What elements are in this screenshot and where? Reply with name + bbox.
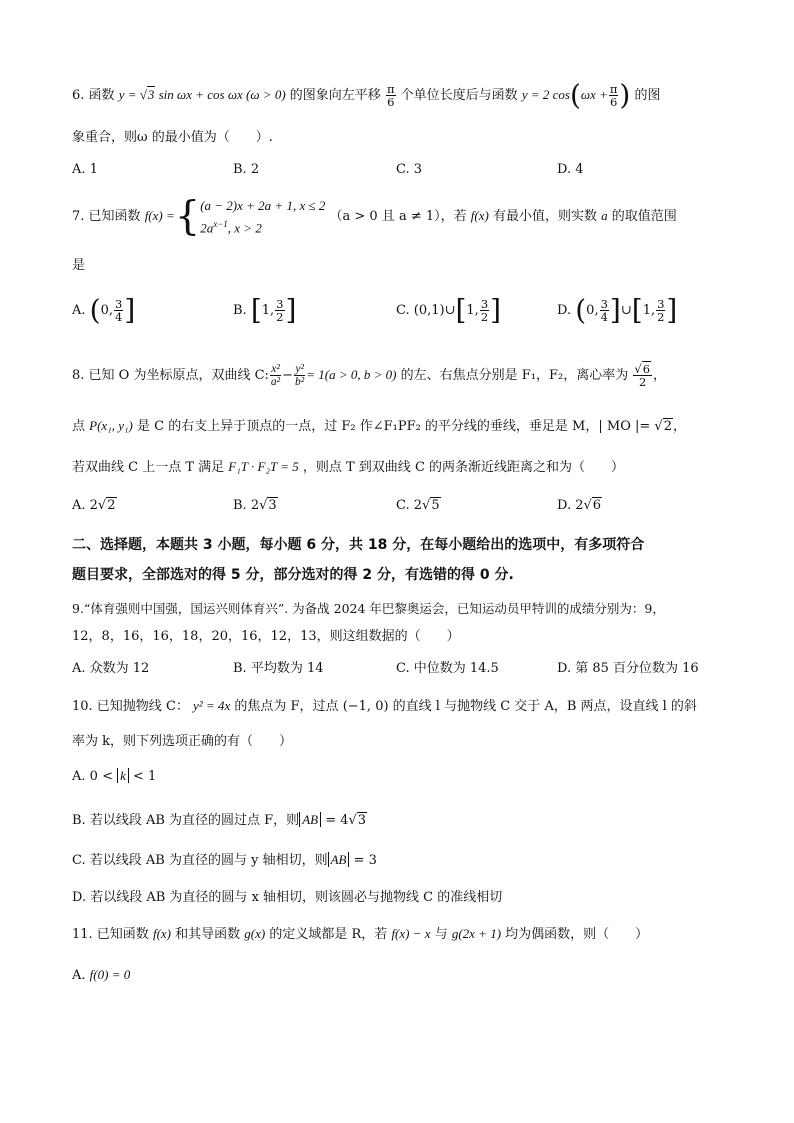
q7-fx: f(x) =: [144, 208, 175, 224]
q6-option-b: B. 2: [233, 162, 260, 177]
q11-text-b: 和其导函数: [175, 927, 241, 942]
q11-option-a: A. f(0) = 0: [72, 967, 131, 983]
q10-option-c: C. 若以线段 AB 为直径的圆与 y 轴相切，则 AB = 3: [72, 852, 377, 868]
q6-option-d: D. 4: [557, 162, 584, 177]
q10-option-d: D. 若以线段 AB 为直径的圆与 x 轴相切，则该圆必与抛物线 C 的准线相切: [72, 890, 503, 905]
q8-option-a: A. 2√2: [72, 498, 116, 513]
q10-option-b: B. 若以线段 AB 为直径的圆过点 F，则 AB = 4√3: [72, 812, 367, 828]
q9-option-d: D. 第 85 百分位数为 16: [557, 661, 699, 676]
q6-line2: 象重合，则ω 的最小值为（ ）.: [72, 130, 273, 145]
q11-text-e: 均为偶函数，则（ ）: [505, 927, 649, 942]
q10-text-a: 10. 已知抛物线 C：: [72, 699, 189, 714]
q6-formula-target: y = 2 cos: [521, 87, 570, 102]
q8-eccentricity: $\frac{√6}{2}$: [634, 362, 651, 389]
q8-text-b: 的左、右焦点分别是 F₁，F₂，离心率为: [400, 368, 629, 383]
q6-option-a: A. 1: [72, 162, 98, 177]
q8-text-3a: 若双曲线 C 上一点 T 满足: [72, 460, 225, 475]
q7-text-a: 7. 已知函数: [72, 209, 141, 225]
q7-text-d: 的取值范围: [611, 209, 677, 225]
q9-option-c: C. 中位数为 14.5: [396, 661, 499, 676]
q6-text-a: 6. 函数: [72, 88, 115, 103]
q7-brace: {: [174, 193, 201, 240]
section2-heading-line1: 二、选择题，本题共 3 小题，每小题 6 分，共 18 分，在每小题给出的选项中，有多项符合: [72, 537, 645, 553]
q11-text-a: 11. 已知函数: [72, 927, 149, 942]
q6-text-c: 个单位长度后与函数: [400, 88, 518, 103]
q11-text-c: 的定义域都是 R，若: [269, 927, 388, 942]
q8-text-2a: 点: [72, 419, 86, 434]
q6-formula-y: y = √3 sin ωx + cos ωx (ω > 0): [118, 87, 286, 102]
q9-line2: 12，8，16，16，18，20，16，12，13，则这组数据的（ ）: [72, 629, 460, 644]
q7-option-b: B. [1, $\frac{3}{2}$ ]: [233, 293, 297, 327]
q7-fx2: f(x): [470, 208, 489, 224]
q7-text-b: （a > 0 且 a ≠ 1），若: [329, 209, 467, 225]
q8-option-c: C. 2√5: [396, 498, 440, 513]
q10-text-c: 的直线 l 与抛物线 C 交于 A，B 两点，设直线 l 的斜: [392, 699, 697, 714]
q8-line1: 8. 已知 O 为坐标原点，双曲线 C: $\frac{\text{x²}}{\text{a²}}$ − $\frac{\text{y²}}{\text{b²}}$ = 1(a > 0, b > 0) 的左、右焦点分别是 F₁，F₂，离心率为 $\frac{√6}{2}$ ，: [72, 362, 667, 389]
q7-a: a: [601, 208, 608, 224]
q10-line2: 率为 k，则下列选项正确的有（ ）: [72, 734, 293, 749]
q6-text-b: 的图象向左平移: [289, 88, 381, 103]
q7-line2: 是: [72, 258, 86, 273]
section2-heading-line2: 题目要求，全部选对的得 5 分，部分选对的得 2 分，有选错的得 0 分.: [72, 567, 514, 583]
q6-option-c: C. 3: [396, 162, 423, 177]
q7-piecewise: (a − 2)x + 2a + 1, x ≤ 2 $2a^{x-1}$, x > 2: [200, 198, 326, 236]
q11-text-d: 与: [434, 927, 448, 942]
q7-option-a: A. (0, $\frac{3}{4}$ ]: [72, 293, 136, 327]
q7-option-d: D. (0, $\frac{3}{4}$ ]∪[1, $\frac{3}{2}$ ]: [557, 293, 678, 327]
q6-frac-pi6-b: $\frac{\pi}{6}$: [609, 82, 618, 109]
q9-option-b: B. 平均数为 14: [233, 661, 324, 676]
q6-frac-pi6: $\frac{\pi}{6}$: [386, 82, 395, 109]
q8-line2: 点 P(x₁, y₁) 是 C 的右支上异于顶点的一点，过 F₂ 作∠F₁PF₂ 的平分线的垂线，垂足是 M，| MO |= √2，: [72, 418, 686, 434]
q11-line1: 11. 已知函数 f(x) 和其导函数 g(x) 的定义域都是 R，若 f(x) − x 与 g(2x + 1) 均为偶函数，则（ ）: [72, 926, 649, 942]
q9-line1: 9.“体育强则中国强，国运兴则体育兴”. 为备战 2024 年巴黎奥运会，已知运动员甲特训的成绩分别为：9，: [72, 601, 665, 616]
q7-option-c: C. (0,1)∪[1, $\frac{3}{2}$ ]: [396, 293, 502, 327]
q6-line1: 6. 函数 y = √3 sin ωx + cos ωx (ω > 0) 的图象向左平移 $\frac{\pi}{6}$ 个单位长度后与函数 y = 2 cos(ωx + $\frac{\pi}{6}$ ) 的图: [72, 78, 661, 112]
q8-text-2b: 是 C 的右支上异于顶点的一点，过 F₂ 作∠F₁PF₂ 的平分线的垂线，垂足是 M，| MO |=: [136, 419, 651, 434]
q10-option-a: A. 0 < k < 1: [72, 768, 157, 784]
q7-text-c: 有最小值，则实数: [492, 209, 597, 225]
q8-line3: 若双曲线 C 上一点 T 满足 F₁T · F₂T = 5 ，则点 T 到双曲线 C 的两条渐近线距离之和为（ ）: [72, 459, 625, 475]
q8-text-3b: ，则点 T 到双曲线 C 的两条渐近线距离之和为（ ）: [302, 460, 625, 475]
q10-text-b: 的焦点为 F，过点: [234, 699, 339, 714]
q8-text-a: 8. 已知 O 为坐标原点，双曲线 C:: [72, 368, 269, 383]
q8-option-b: B. 2√3: [233, 498, 277, 513]
q7-line1: [72, 193, 677, 240]
q6-text-d: 的图: [634, 88, 661, 103]
q9-option-a: A. 众数为 12: [72, 661, 150, 676]
q10-line1: 10. 已知抛物线 C： y² = 4x 的焦点为 F，过点 (−1, 0) 的直线 l 与抛物线 C 交于 A，B 两点，设直线 l 的斜: [72, 698, 697, 714]
q8-option-d: D. 2√6: [557, 498, 602, 513]
